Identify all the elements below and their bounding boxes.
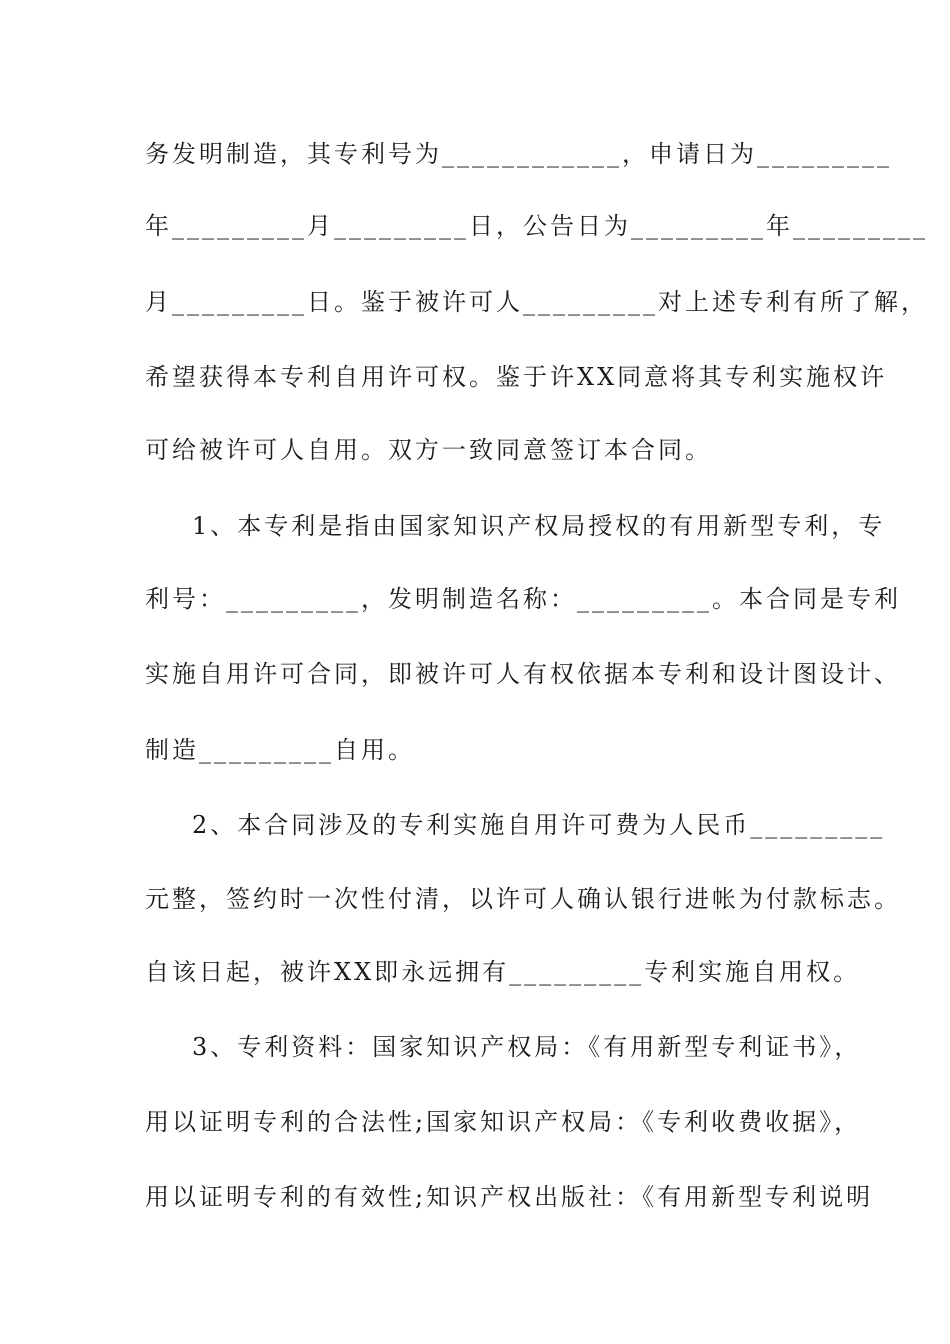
paragraph-3-line: 3、专利资料：国家知识产权局：《有用新型专利证书》， (192, 1033, 862, 1061)
text-line: 实施自用许可合同，即被许可人有权依据本专利和设计图设计、 (145, 660, 901, 688)
paragraph-1-line: 1、本专利是指由国家知识产权局授权的有用新型专利，专 (192, 512, 886, 540)
text-line: 用以证明专利的合法性;国家知识产权局：《专利收费收据》， (145, 1108, 862, 1136)
text-line: 自该日起，被许XX即永远拥有_________专利实施自用权。 (145, 958, 861, 986)
text-line: 利号：_________，发明制造名称：_________。本合同是专利 (145, 585, 901, 613)
paragraph-2-line: 2、本合同涉及的专利实施自用许可费为人民币_________ (192, 811, 886, 839)
text-line: 元整，签约时一次性付清，以许可人确认银行进帐为付款标志。 (145, 885, 901, 913)
text-line: 可给被许可人自用。双方一致同意签订本合同。 (145, 436, 712, 464)
text-line: 制造_________自用。 (145, 736, 415, 764)
text-line: 希望获得本专利自用许可权。鉴于许XX同意将其专利实施权许 (145, 363, 888, 391)
text-line: 年_________月_________日，公告日为_________年_________ (145, 212, 928, 240)
text-line: 月_________日。鉴于被许可人_________对上述专利有所了解， (145, 288, 928, 316)
text-line: 务发明制造，其专利号为____________，申请日为_________ (145, 140, 892, 168)
text-line: 用以证明专利的有效性;知识产权出版社：《有用新型专利说明 (145, 1183, 874, 1211)
